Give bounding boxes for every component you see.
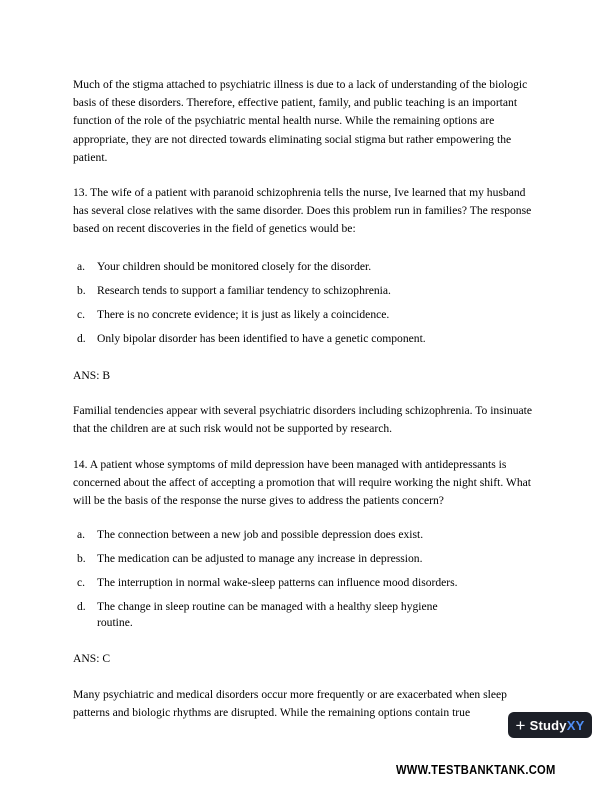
option-text: Research tends to support a familiar tendency to schizophrenia. — [97, 284, 391, 297]
option-14-b — [77, 551, 497, 567]
rationale-13: Familial tendencies appear with several psychiatric disorders including schizophrenia. To insinuate that the children are at such risk would not be supported by research. — [73, 404, 533, 436]
footer-url[interactable]: WWW.TESTBANKTANK.COM — [396, 762, 556, 777]
studyxy-badge[interactable] — [508, 712, 592, 738]
option-text: The change in sleep routine can be managed with a healthy sleep hygiene routine. — [97, 600, 438, 629]
rationale-paragraph: Much of the stigma attached to psychiatric illness is due to a lack of understanding of the biologic basis of these disorders. Therefore, effective patient, family, and public teaching is an important function of the role of the psychiatric mental health nurse. While the remaining options are appropriate, they are not directed towards eliminating social stigma but rather empowering the patient. — [73, 78, 528, 164]
option-letter: d. — [77, 600, 86, 613]
option-letter: a. — [77, 260, 86, 273]
option-13-b — [77, 283, 497, 299]
option-text: Your children should be monitored closely for the disorder. — [97, 260, 372, 273]
option-text: The connection between a new job and possible depression does exist. — [97, 528, 424, 541]
option-13-a — [77, 259, 497, 275]
option-text: Only bipolar disorder has been identified to have a genetic component. — [97, 332, 426, 345]
plus-icon: + — [515, 715, 526, 735]
rationale-14: Many psychiatric and medical disorders occur more frequently or are exacerbated when sleep patterns and biologic rhythms are disrupted. While the remaining options contain true — [73, 688, 507, 720]
option-letter: c. — [77, 308, 86, 321]
answer-13: ANS: B — [73, 369, 111, 382]
option-13-c — [77, 307, 497, 323]
badge-xy-text: XY — [566, 717, 585, 733]
question-14: 14. A patient whose symptoms of mild depression have been managed with antidepressants is concerned about the affect of accepting a promotion that will require working the night shift. What will be the basis of the response the nurse gives to address the patients concern? — [73, 458, 532, 508]
answer-14: ANS: C — [73, 652, 111, 665]
option-text: The interruption in normal wake-sleep patterns can influence mood disorders. — [97, 576, 458, 589]
badge-study-text: Study — [529, 717, 567, 733]
option-text: The medication can be adjusted to manage any increase in depression. — [97, 552, 423, 565]
question-13: 13. The wife of a patient with paranoid schizophrenia tells the nurse, Ive learned that my husband has several close relatives with the same disorder. Does this problem run in families? The response based on recent discoveries in the field of genetics would be: — [73, 186, 532, 236]
option-text: There is no concrete evidence; it is just as likely a coincidence. — [97, 308, 390, 321]
option-letter: b. — [77, 552, 86, 565]
option-14-c — [77, 575, 497, 591]
option-13-d — [77, 331, 497, 347]
option-letter: d. — [77, 332, 86, 345]
option-letter: a. — [77, 528, 86, 541]
option-14-a — [77, 527, 497, 543]
option-letter: b. — [77, 284, 86, 297]
option-letter: c. — [77, 576, 86, 589]
option-14-d — [77, 599, 497, 631]
